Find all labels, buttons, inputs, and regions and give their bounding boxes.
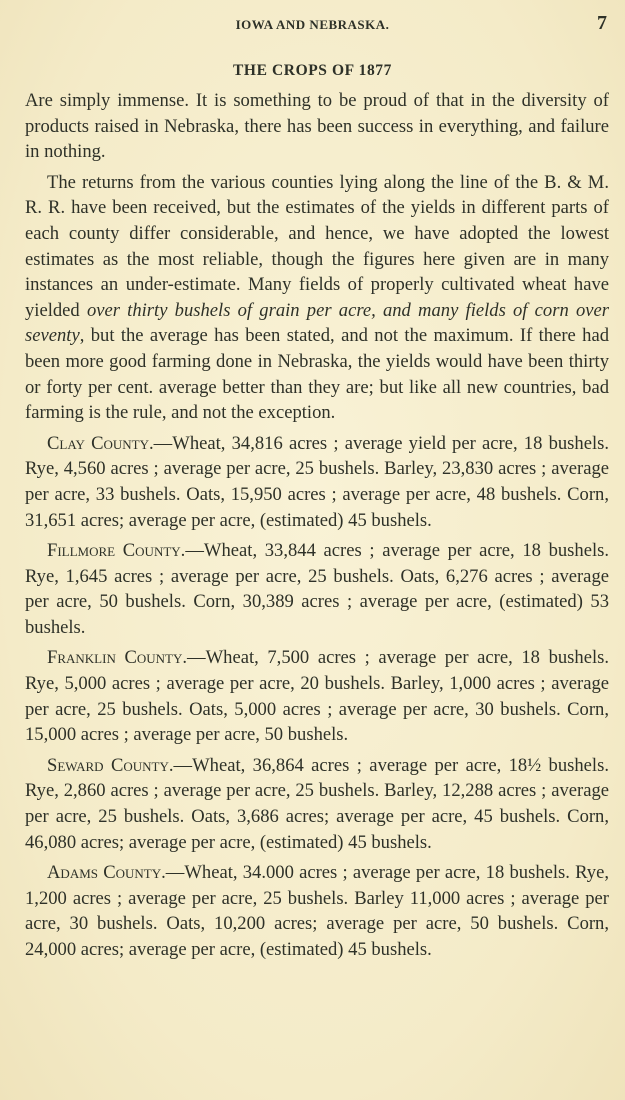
county-text: —Wheat, 7,500 acres ; average per acre, 18 bushels. Rye, 5,000 acres ; average per acre, 20 bushels. Barley, 1,000 acres ; average per acre, 25 bushels. Oats, 5,000 acres ; average per acre, 30 bushels. Corn, 15,000 acres ; average per acre, 50 bushels. — [25, 647, 610, 746]
county-name: Franklin County. — [47, 647, 187, 669]
county-paragraph-franklin — [25, 645, 609, 747]
intro-text-b: , but the average has been stated, and not the maximum. If there had been more good farming done in Nebraska, the yields would have been thirty or forty per cent. average better than they are; but like all new countries, bad farming is the rule, and not the exception. — [25, 325, 609, 424]
county-name: Clay County. — [47, 432, 154, 454]
county-paragraph-seward — [25, 753, 609, 855]
county-paragraph-adams — [25, 860, 609, 962]
intro-italic-text: over thirty bushels of grain per acre, and many fields of corn over seventy — [25, 299, 609, 347]
county-text: —Wheat, 34,816 acres ; average yield per acre, 18 bushels. Rye, 4,560 acres ; average per acre, 25 bushels. Barley, 23,830 acres ; average per acre, 33 bushels. Oats, 15,950 acres ; average per acre, 48 bushels. Corn, 31,651 acres; average per acre, (estimated) 45 bushels. — [25, 432, 609, 531]
county-name: Fillmore County. — [47, 540, 186, 562]
county-text: —Wheat, 33,844 acres ; average per acre, 18 bushels. Rye, 1,645 acres ; average per acre, 25 bushels. Oats, 6,276 acres ; average per acre, 50 bushels. Corn, 30,389 acres ; average per acre, (estimated) 53 bushels. — [25, 540, 610, 638]
intro-paragraph-2 — [25, 170, 609, 426]
county-name: Adams County. — [47, 862, 166, 884]
running-head: IOWA AND NEBRASKA. — [235, 17, 390, 32]
county-text: —Wheat, 36,864 acres ; average per acre, 18½ bushels. Rye, 2,860 acres ; average per acre, 25 bushels. Barley, 12,288 acres ; average per acre, 25 bushels. Oats, 3,686 acres; average per acre, 45 bushels. Corn, 46,080 acres; average per acre, (estimated) 45 bushels. — [25, 754, 609, 853]
county-name: Seward County. — [47, 754, 174, 776]
county-paragraph-clay — [25, 431, 609, 533]
body-text — [25, 88, 609, 968]
county-text: —Wheat, 34.000 acres ; average per acre, 18 bushels. Rye, 1,200 acres ; average per acre, 25 bushels. Barley 11,000 acres ; average per acre, 30 bushels. Oats, 10,200 acres; average per acre, 50 bushels. Corn, 24,000 acres; average per acre, (estimated) 45 bushels. — [25, 862, 609, 960]
county-paragraph-fillmore — [25, 538, 609, 640]
intro-paragraph-1: Are simply immense. It is something to be proud of that in the diversity of products raised in Nebraska, there has been success in everything, and failure in nothing. — [25, 90, 609, 163]
section-title: THE CROPS OF 1877 — [232, 62, 393, 79]
intro-text-a: The returns from the various counties lying along the line of the B. & M. R. R. have been received, but the estimates of the yields in different parts of each county differ considerable, and hence, we have adopted the lowest estimates as the most reliable, though the figures here given are in many instances an under-estimate. Many fields of properly cultivated wheat have yielded — [25, 171, 609, 321]
page-number: 7 — [597, 12, 607, 34]
